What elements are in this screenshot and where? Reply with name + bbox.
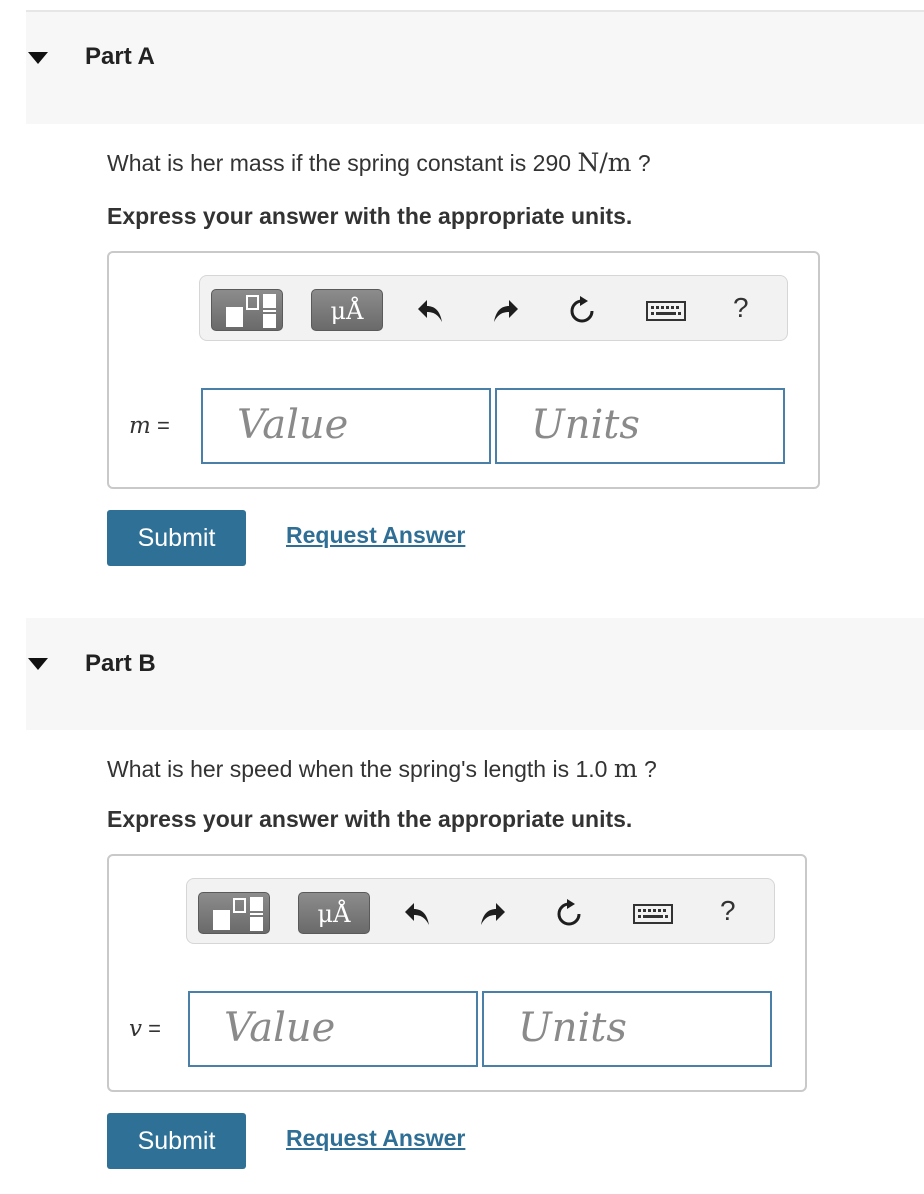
redo-icon[interactable] [477, 899, 507, 929]
variable-label: m = [129, 413, 170, 439]
templates-button[interactable] [211, 289, 283, 331]
value-placeholder: Value [237, 402, 349, 448]
part-b-question: What is her speed when the spring's length is 1.0 m ? [107, 754, 657, 783]
units-input[interactable] [482, 991, 772, 1067]
math-toolbar [199, 275, 788, 341]
undo-icon[interactable] [403, 899, 433, 929]
submit-button[interactable]: Submit [107, 1113, 246, 1169]
help-icon[interactable]: ? [733, 292, 749, 323]
part-a-header[interactable] [26, 12, 924, 124]
part-b-answer-box [107, 854, 807, 1092]
caret-down-icon[interactable] [28, 658, 48, 670]
part-b-title: Part B [85, 650, 156, 677]
undo-icon[interactable] [416, 296, 446, 326]
units-placeholder: Units [531, 402, 640, 448]
caret-down-icon[interactable] [28, 52, 48, 64]
question-unit: N/m [577, 148, 632, 177]
templates-icon [199, 893, 271, 935]
request-answer-link[interactable]: Request Answer [286, 522, 466, 548]
value-placeholder: Value [224, 1005, 336, 1051]
keyboard-icon[interactable] [633, 899, 673, 929]
value-input[interactable] [201, 388, 491, 464]
templates-icon [212, 290, 284, 332]
help-icon[interactable]: ? [720, 895, 736, 926]
reset-icon[interactable] [567, 296, 597, 326]
units-placeholder: Units [518, 1005, 627, 1051]
units-icon: μÅ [317, 900, 351, 928]
part-b-header[interactable] [26, 618, 924, 730]
math-toolbar [186, 878, 775, 944]
redo-icon[interactable] [490, 296, 520, 326]
variable-label: v = [129, 1016, 161, 1042]
question-unit: m [613, 754, 638, 783]
part-a-title: Part A [85, 43, 155, 70]
value-input[interactable] [188, 991, 478, 1067]
submit-button[interactable]: Submit [107, 510, 246, 566]
units-button[interactable] [298, 892, 370, 934]
units-icon: μÅ [330, 297, 364, 325]
units-input[interactable] [495, 388, 785, 464]
request-answer-link[interactable]: Request Answer [286, 1125, 466, 1151]
part-a-answer-box [107, 251, 820, 489]
part-a-question: What is her mass if the spring constant is 290 N/m ? [107, 148, 651, 177]
units-button[interactable] [311, 289, 383, 331]
templates-button[interactable] [198, 892, 270, 934]
part-b-instruction: Express your answer with the appropriate units. [107, 806, 633, 832]
part-a-instruction: Express your answer with the appropriate units. [107, 203, 633, 229]
keyboard-icon[interactable] [646, 296, 686, 326]
reset-icon[interactable] [554, 899, 584, 929]
